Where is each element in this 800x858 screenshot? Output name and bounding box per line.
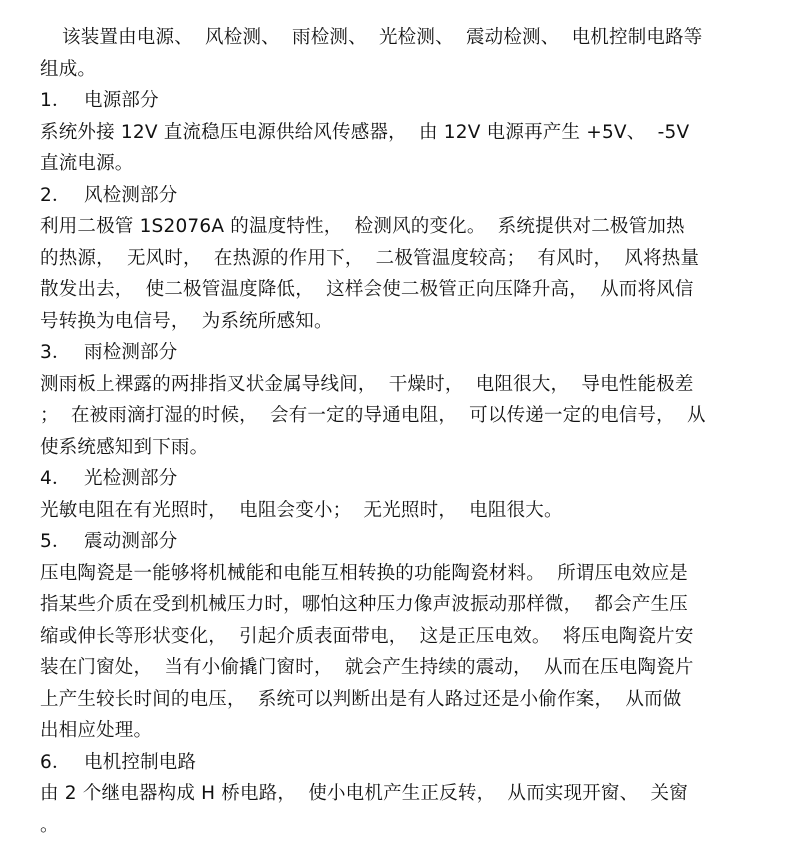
section-title: 电源部分 (84, 90, 159, 111)
paragraph-line: 压电陶瓷是一能够将机械能和电能互相转换的功能陶瓷材料。 所谓压电效应是 (40, 562, 688, 584)
paragraph-line: 使系统感知到下雨。 (40, 436, 209, 458)
section-number: 4． (40, 468, 71, 489)
section-heading-vibration (40, 526, 756, 558)
paragraph-line: 装在门窗处， 当有小偷撬门窗时， 就会产生持续的震动， 从而在压电陶瓷片 (40, 657, 694, 678)
section-number: 1． (40, 90, 71, 111)
section-number: 2． (40, 184, 71, 206)
section-heading-motor (40, 747, 756, 779)
section-title: 震动测部分 (84, 531, 178, 552)
paragraph-line: 上产生较长时间的电压， 系统可以判断出是有人路过还是小偷作案， 从而做 (40, 688, 682, 710)
section-number: 3． (40, 342, 71, 363)
paragraph-line: 出相应处理。 (40, 720, 153, 741)
paragraph-line: 。 (40, 814, 59, 836)
section-number: 6． (40, 751, 71, 773)
document-body (40, 22, 756, 841)
paragraph-line: 由 2 个继电器构成 H 桥电路， 使小电机产生正反转， 从而实现开窗、 关窗 (40, 783, 688, 804)
section-number: 5． (40, 531, 71, 552)
section-title: 电机控制电路 (84, 751, 197, 773)
paragraph-line: 号转换为电信号， 为系统所感知。 (40, 310, 333, 332)
paragraph-line: 利用二极管 1S2076A 的温度特性， 检测风的变化。 系统提供对二极管加热 (40, 216, 685, 237)
intro-line: 组成。 (40, 58, 97, 80)
paragraph-line: 测雨板上裸露的两排指叉状金属导线间， 干燥时， 电阻很大， 导电性能极差 (40, 373, 694, 395)
section-heading-light (40, 463, 756, 495)
paragraph-line: 系统外接 12V 直流稳压电源供给风传感器， 由 12V 电源再产生 +5V、 -5V (40, 121, 690, 143)
paragraph-line: 指某些介质在受到机械压力时，哪怕这种压力像声波振动那样微， 都会产生压 (40, 594, 688, 615)
section-title: 雨检测部分 (84, 342, 178, 363)
section-heading-rain (40, 337, 756, 369)
section-heading-wind (40, 180, 756, 212)
intro-line: 该装置由电源、 风检测、 雨检测、 光检测、 震动检测、 电机控制电路等 (62, 27, 703, 48)
paragraph-line: 散发出去， 使二极管温度降低， 这样会使二极管正向压降升高， 从而将风信 (40, 279, 694, 300)
paragraph-line: 光敏电阻在有光照时， 电阻会变小； 无光照时， 电阻很大。 (40, 499, 563, 521)
paragraph-line: 直流电源。 (40, 153, 134, 174)
paragraph-line: 缩或伸长等形状变化， 引起介质表面带电， 这是正压电效。 将压电陶瓷片安 (40, 625, 694, 647)
paragraph-line: 的热源， 无风时， 在热源的作用下， 二极管温度较高； 有风时， 风将热量 (40, 247, 700, 269)
paragraph-line: ； 在被雨滴打湿的时候， 会有一定的导通电阻， 可以传递一定的电信号， 从 (40, 405, 706, 426)
section-heading-power (40, 85, 756, 117)
section-title: 光检测部分 (84, 468, 178, 489)
section-title: 风检测部分 (84, 184, 178, 206)
